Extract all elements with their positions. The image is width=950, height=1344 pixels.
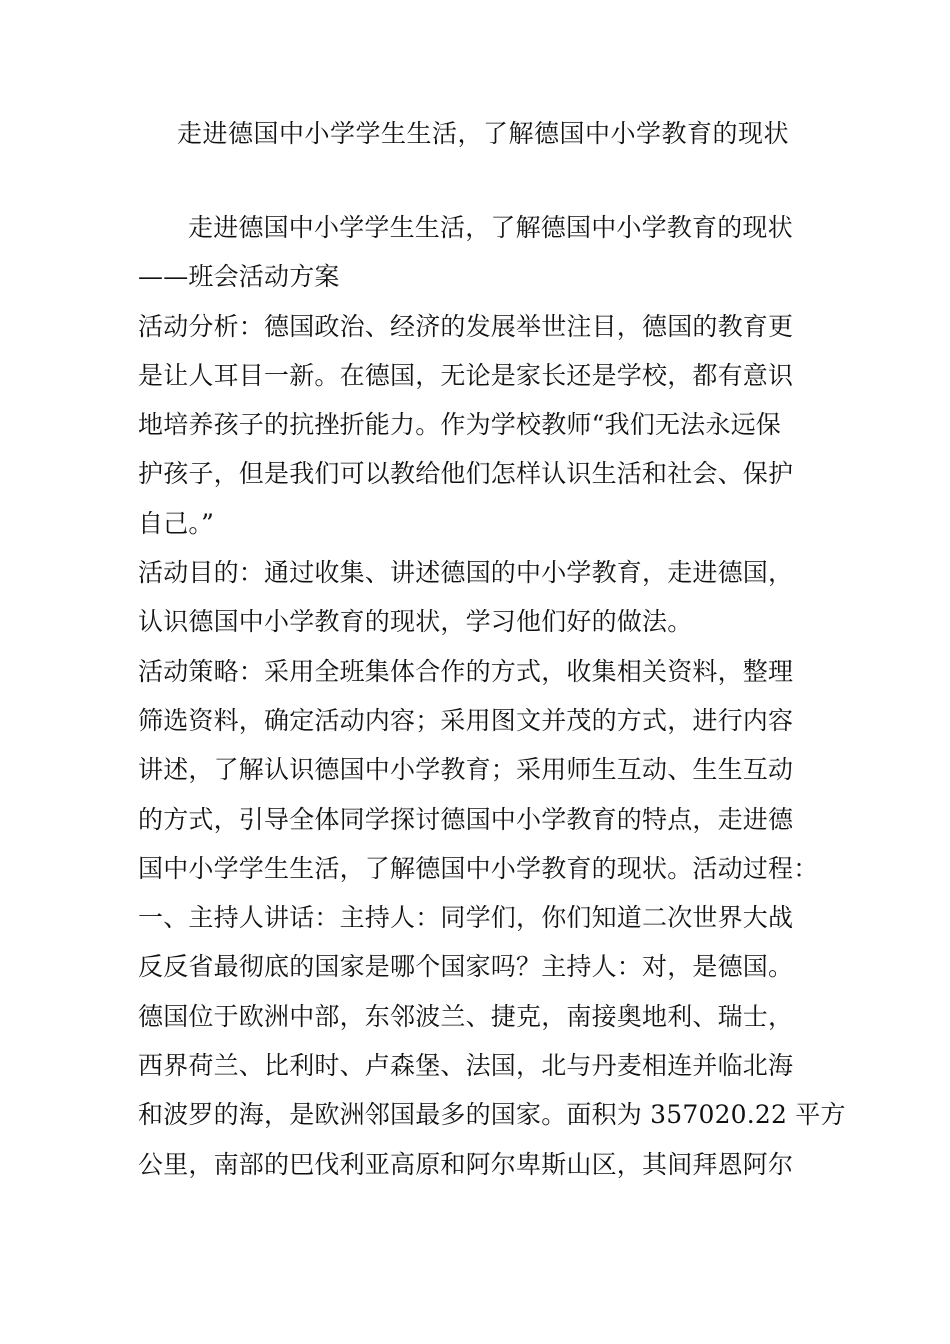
paragraph-line: 一、主持人讲话：主持人：同学们，你们知道二次世界大战 [138,903,794,933]
paragraph-line: 反反省最彻底的国家是哪个国家吗？主持人：对，是德国。 [138,952,794,982]
paragraph-line: 认识德国中小学教育的现状，学习他们好的做法。 [138,607,693,637]
paragraph-line: 德国位于欧洲中部，东邻波兰、捷克，南接奥地利、瑞士， [138,1001,794,1031]
paragraph-line: 是让人耳目一新。在德国，无论是家长还是学校，都有意识 [138,360,794,390]
document-title: 走进德国中小学学生生活，了解德国中小学教育的现状 [176,119,789,148]
paragraph-line: 讲述，了解认识德国中小学教育；采用师生互动、生生互动 [138,755,794,785]
paragraph-line: 筛选资料，确定活动内容；采用图文并茂的方式，进行内容 [138,705,794,735]
paragraph-line: 地培养孩子的抗挫折能力。作为学校教师“我们无法永远保 [138,410,781,440]
paragraph-line: 护孩子，但是我们可以教给他们怎样认识生活和社会、保护 [138,459,794,489]
paragraph-line: 活动策略：采用全班集体合作的方式，收集相关资料，整理 [138,656,794,686]
subtitle-line-continued: ——班会活动方案 [138,262,340,292]
paragraph-line: 西界荷兰、比利时、卢森堡、法国，北与丹麦相连并临北海 [138,1051,794,1081]
paragraph-line: 国中小学学生生活，了解德国中小学教育的现状。活动过程： [138,853,819,883]
paragraph-line: 活动分析：德国政治、经济的发展举世注目，德国的教育更 [138,311,794,341]
paragraph-line: 公里，南部的巴伐利亚高原和阿尔卑斯山区，其间拜恩阿尔 [138,1149,794,1179]
subtitle-line: 走进德国中小学学生生活，了解德国中小学教育的现状 [188,213,793,242]
paragraph-line: 自己。” [138,508,215,538]
paragraph-line: 活动目的：通过收集、讲述德国的中小学教育，走进德国， [138,558,794,588]
paragraph-line: 的方式，引导全体同学探讨德国中小学教育的特点，走进德 [138,804,794,834]
paragraph-line: 和波罗的海，是欧洲邻国最多的国家。面积为 357020.22 平方 [138,1100,846,1130]
document-body [138,203,846,1189]
